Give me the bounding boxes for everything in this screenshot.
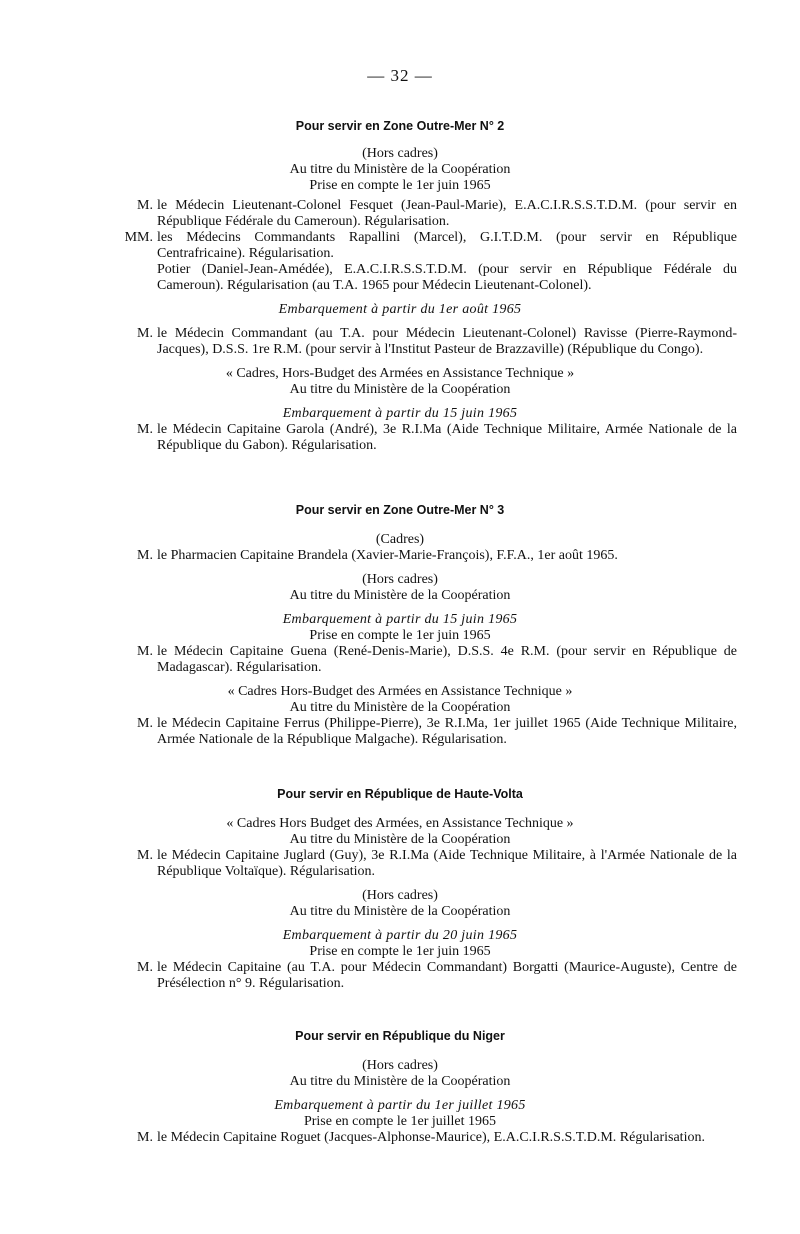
appointment-entry [124, 230, 737, 262]
ministry-line: Au titre du Ministère de la Coopération [289, 162, 511, 177]
appointment-entry [137, 960, 737, 992]
entry-text: le Médecin Commandant (au T.A. pour Médecin Lieutenant-Colonel) Ravisse (Pierre-Raymond-Jacques), D.S.S. 1re R.M. (pour servir à l'Institut Pasteur de Brazzaville) (République du Congo). [157, 326, 737, 357]
entry-text: le Pharmacien Capitaine Brandela (Xavier-Marie-François), F.F.A., 1er août 1965. [157, 548, 618, 563]
entry-text: le Médecin Capitaine Ferrus (Philippe-Pierre), 3e R.I.Ma, 1er juillet 1965 (Aide Technique Militaire, Armée Nationale de la République Malgache). Régularisation. [157, 716, 737, 747]
ministry-line: Au titre du Ministère de la Coopération [289, 1074, 511, 1089]
prise-en-compte-line: Prise en compte le 1er juin 1965 [309, 178, 491, 193]
entry-prefix: M. [137, 422, 153, 437]
hors-cadres-label: (Hors cadres) [362, 1058, 438, 1073]
ministry-line: Au titre du Ministère de la Coopération [289, 382, 511, 397]
appointment-entry [137, 716, 737, 748]
entry-text: le Médecin Capitaine Garola (André), 3e R.I.Ma (Aide Technique Militaire, Armée Nationale de la République du Gabon). Régularisation. [157, 422, 737, 453]
section-haute-volta [0, 786, 800, 992]
embarkation-line: Embarquement à partir du 20 juin 1965 [282, 928, 518, 943]
entry-text: le Médecin Capitaine Guena (René-Denis-Marie), D.S.S. 4e R.M. (pour servir en République de Madagascar). Régularisation. [157, 644, 737, 675]
entry-prefix: M. [137, 326, 153, 341]
appointment-entry [137, 198, 737, 230]
hors-cadres-label: (Hors cadres) [362, 146, 438, 161]
entry-text: le Médecin Lieutenant-Colonel Fesquet (Jean-Paul-Marie), E.A.C.I.R.S.S.T.D.M. (pour servir en République Fédérale du Cameroun). Régularisation. [157, 198, 737, 229]
entry-prefix: M. [137, 198, 153, 213]
entry-text: les Médecins Commandants Rapallini (Marcel), G.I.T.D.M. (pour servir en République Centrafricaine). Régularisation. [157, 230, 737, 261]
appointment-entry [137, 548, 737, 564]
entry-prefix: M. [137, 960, 153, 975]
embarkation-line: Embarquement à partir du 1er juillet 1965 [274, 1098, 526, 1113]
section-heading: Pour servir en République de Haute-Volta [277, 787, 523, 801]
prise-en-compte-line: Prise en compte le 1er juin 1965 [309, 944, 491, 959]
section-niger [0, 1028, 800, 1146]
section-zone-outre-mer-3 [0, 502, 800, 748]
appointment-entry [137, 848, 737, 880]
cadres-label: (Cadres) [375, 532, 425, 547]
ministry-line: Au titre du Ministère de la Coopération [289, 700, 511, 715]
cadres-line: « Cadres, Hors-Budget des Armées en Assistance Technique » [225, 366, 575, 381]
entry-prefix: M. [137, 848, 153, 863]
entry-prefix: M. [137, 548, 153, 563]
entry-prefix: M. [137, 644, 153, 659]
appointment-entry [137, 1130, 737, 1146]
entry-text: Potier (Daniel-Jean-Amédée), E.A.C.I.R.S.S.T.D.M. (pour servir en République Fédérale du Cameroun). Régularisation (au T.A. 1965 pour Médecin Lieutenant-Colonel). [157, 262, 737, 293]
entry-text: le Médecin Capitaine (au T.A. pour Médecin Commandant) Borgatti (Maurice-Auguste), Centre de Présélection n° 9. Régularisation. [157, 960, 737, 991]
embarkation-line: Embarquement à partir du 1er août 1965 [278, 302, 522, 317]
cadres-line: « Cadres Hors Budget des Armées, en Assistance Technique » [226, 816, 574, 831]
appointment-entry [157, 262, 737, 294]
prise-en-compte-line: Prise en compte le 1er juin 1965 [309, 628, 491, 643]
embarkation-line: Embarquement à partir du 15 juin 1965 [282, 612, 518, 627]
section-heading: Pour servir en Zone Outre-Mer N° 2 [295, 119, 505, 133]
entry-prefix: M. [137, 1130, 153, 1145]
appointment-entry [137, 326, 737, 358]
ministry-line: Au titre du Ministère de la Coopération [289, 904, 511, 919]
section-zone-outre-mer-2 [0, 118, 800, 454]
section-heading: Pour servir en République du Niger [295, 1029, 505, 1043]
prise-en-compte-line: Prise en compte le 1er juillet 1965 [303, 1114, 497, 1129]
entry-prefix: MM. [124, 230, 153, 245]
cadres-line: « Cadres Hors-Budget des Armées en Assistance Technique » [227, 684, 573, 699]
hors-cadres-label: (Hors cadres) [362, 888, 438, 903]
embarkation-line: Embarquement à partir du 15 juin 1965 [282, 406, 518, 421]
ministry-line: Au titre du Ministère de la Coopération [289, 832, 511, 847]
section-heading: Pour servir en Zone Outre-Mer N° 3 [295, 503, 505, 517]
appointment-entry [137, 422, 737, 454]
ministry-line: Au titre du Ministère de la Coopération [289, 588, 511, 603]
page-number: — 32 — [367, 66, 433, 85]
entry-text: le Médecin Capitaine Roguet (Jacques-Alphonse-Maurice), E.A.C.I.R.S.S.T.D.M. Régularisation. [157, 1130, 705, 1145]
hors-cadres-label: (Hors cadres) [362, 572, 438, 587]
entry-text: le Médecin Capitaine Juglard (Guy), 3e R.I.Ma (Aide Technique Militaire, à l'Armée Nationale de la République Voltaïque). Régularisation. [157, 848, 737, 879]
appointment-entry [137, 644, 737, 676]
entry-prefix: M. [137, 716, 153, 731]
